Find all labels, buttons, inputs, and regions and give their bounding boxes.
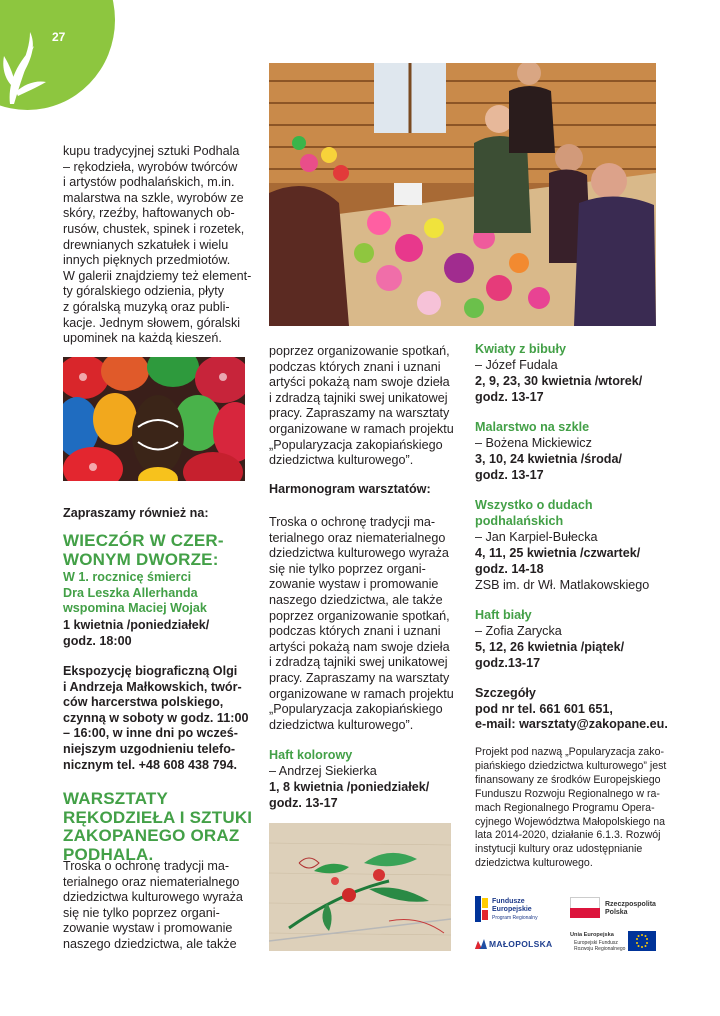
logo-rzeczpospolita — [570, 897, 680, 921]
fe-subtitle: Program Regionalny — [492, 915, 538, 921]
workshop-dates-white-embroidery: 5, 12, 26 kwietnia /piątek/ godz.13-17 — [475, 640, 625, 670]
easter-eggs-photo — [63, 357, 245, 481]
workshop-dates-embroidery: 1, 8 kwietnia /poniedziałek/ godz. 13-17 — [269, 780, 430, 810]
invite-label: Zapraszamy również na: — [63, 506, 209, 520]
workshop-dates-glass-painting: 3, 10, 24 kwietnia /środa/ godz. 13-17 — [475, 452, 622, 482]
contact-details: Szczegóły pod nr tel. 661 601 651, e-mail: warsztaty@zakopane.eu. — [475, 686, 668, 732]
exhibition-text: Ekspozycję biograficzną Olgi i Andrzeja Małkowskich, twór- ców harcerstwa polskiego, czynną w soboty w godz. 11:00 – 16:00, w inne dni po wcześ- niejszym uzgodnieniu telefo- nicznym tel. +48 608 438 794. — [63, 664, 249, 772]
workshops-text: Troska o ochronę tradycji ma- terialnego oraz niematerialnego dziedzictwa kulturowego wyraża się nie tylko poprzez organi- zowanie wystaw i promowanie naszego dziedzictwa, ale także — [63, 859, 243, 951]
ue-subtitle: Europejski Fundusz Rozwoju Regionalnego — [574, 940, 626, 952]
workshop-title-white-embroidery: Haft biały — [475, 608, 532, 622]
workshop-title-flowers: Kwiaty z bibuły — [475, 342, 566, 356]
workshop-title-embroidery: Haft kolorowy — [269, 748, 353, 762]
logo-fundusze-europejskie — [475, 896, 570, 924]
flag-red — [570, 908, 600, 918]
malopolska-text: MAŁOPOLSKA — [489, 939, 553, 949]
mid-paragraph-2: Troska o ochronę tradycji ma- terialnego oraz niematerialnego dziedzictwa kulturowego wyraża się nie tylko poprzez organi- zowanie wystaw i promowanie naszego dziedzictwa, ale także poprzez organizowanie spotkań, podczas których znani i uznani artyści pokażą nam swoje dzieła i zdradzą tajniki swej unikatowej pracy. Zapraszamy na warsztaty organizowane w ramach projektu „Popularyzacja zakopiańskiego dziedzictwa kulturowego”. — [269, 515, 454, 732]
workshop-person-glass-painting: – Bożena Mickiewicz — [475, 436, 592, 450]
workshop-title-bagpipes: Wszystko o dudach podhalańskich — [475, 498, 593, 528]
event-subtitle: W 1. rocznicę śmierci Dra Leszka Allerhanda wspomina Maciej Wojak — [63, 570, 207, 616]
page-number: 27 — [52, 30, 66, 44]
event-date: 1 kwietnia /poniedziałek/ godz. 18:00 — [63, 618, 210, 648]
workshop-person-white-embroidery: – Zofia Zarycka — [475, 624, 562, 638]
embroidery-photo — [269, 823, 451, 951]
workshop-person-embroidery: – Andrzej Siekierka — [269, 764, 377, 778]
malopolska-mountain-icon — [475, 939, 487, 949]
mid-paragraph-1: poprzez organizowanie spotkań, podczas których znani i uznani artyści pokażą nam swoje dzieła i zdradzą tajniki swej unikatowej pracy. Zapraszamy na warsztaty organizowane w ramach projektu „Popularyzacja zakopiańskiego dziedzictwa kulturowego”. — [269, 344, 454, 468]
workshop-person-bagpipes: – Jan Karpiel-Bułecka — [475, 530, 598, 544]
heading-workshops: WARSZTATY RĘKODZIEŁA I SZTUKI ZAKOPANEGO ORAZ PODHALA. — [63, 789, 253, 864]
heading-evening: WIECZÓR W CZER- WONYM DWORZE: — [63, 531, 224, 569]
plant-leaf-icon — [0, 26, 50, 106]
rp-text: Rzeczpospolita Polska — [605, 901, 656, 916]
workshop-dates-flowers: 2, 9, 23, 30 kwietnia /wtorek/ godz. 13-17 — [475, 374, 643, 404]
workshop-photo — [269, 63, 656, 326]
logo-malopolska — [475, 937, 565, 953]
workshop-place-bagpipes: ZSB im. dr Wł. Matlakowskiego — [475, 578, 650, 592]
project-funding-note: Projekt pod nazwą „Popularyzacja zako- piańskiego dziedzictwa kulturowego” jest finansowany ze środków Europejskiego Funduszu Rozwoju Regionalnego w ra- mach Regionalnego Programu Opera- cyjnego Województwa Małopolskiego na lata 2014-2020, działanie 6.1.3. Rozwój instytucji kultury oraz udostępnianie dziedzictwa kulturowego. — [475, 746, 667, 870]
ue-title: Unia Europejska — [570, 932, 614, 938]
workshop-person-flowers: – Józef Fudala — [475, 358, 558, 372]
workshop-dates-bagpipes: 4, 11, 25 kwietnia /czwartek/ godz. 14-18 — [475, 546, 641, 576]
eu-flag-icon — [628, 931, 656, 951]
logo-unia-europejska — [570, 931, 660, 955]
schedule-heading: Harmonogram warsztatów: — [269, 482, 431, 496]
workshop-title-glass-painting: Malarstwo na szkle — [475, 420, 590, 434]
fe-title: Fundusze Europejskie — [492, 898, 532, 913]
fe-star-icon — [475, 896, 489, 922]
intro-text: kupu tradycyjnej sztuki Podhala – rękodzieła, wyrobów twórców i artystów podhalańskich, m.in. malarstwa na szkle, wyrobów ze skóry, rzeźby, haftowanych ob- rusów, chustek, spinek i rozetek, drewnianych szkatułek i wielu innych pięknych przedmiotów. W galerii znajdziemy też element- ty góralskiego odzienia, płyty z góralską muzyką oraz publi- kacje. Jednym słowem, góralski upominek na każdą kieszeń. — [63, 144, 252, 346]
